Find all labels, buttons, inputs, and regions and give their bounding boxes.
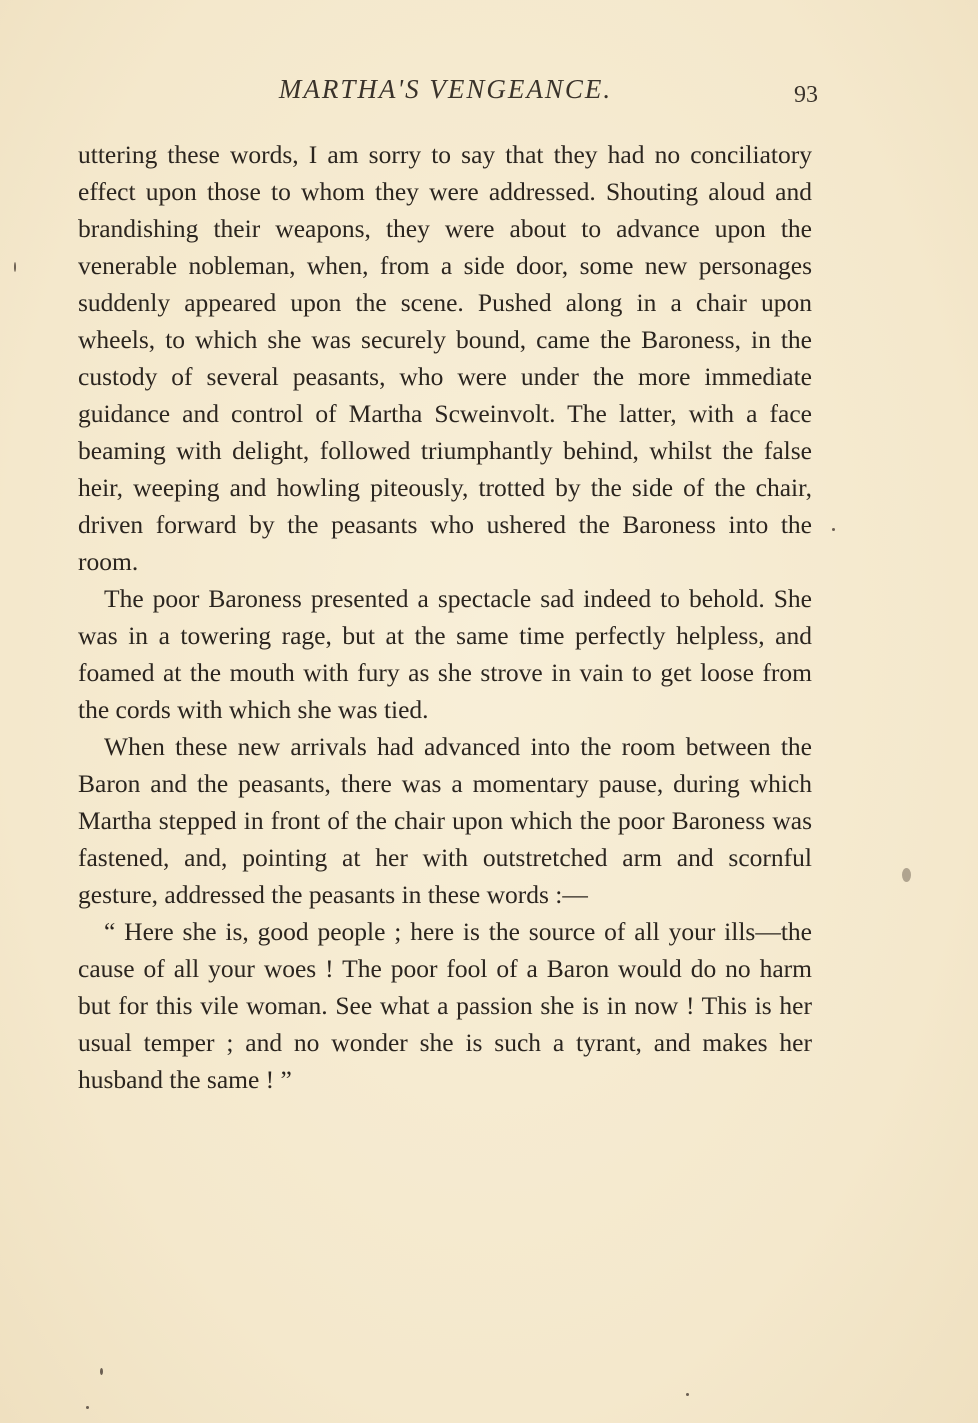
running-head bbox=[78, 74, 818, 114]
paragraph-baroness-spectacle: The poor Baroness presented a spectacle sad indeed to behold. She was in a towering rage, but at the same time perfectly helpless, and foamed at the mouth with fury as she strove in vain to get loose from the cords with which she was tied. bbox=[78, 584, 812, 724]
paragraph-martha-speech: “ Here she is, good people ; here is the source of all your ills—the cause of all your woes ! The poor fool of a Baron would do no harm but for this vile woman. See what a passion she is in now ! This is her usual temper ; and no wonder she is such a tyrant, and makes her husband the same ! ” bbox=[78, 917, 812, 1094]
paragraph-new-arrivals: When these new arrivals had advanced into the room between the Baron and the peasants, there was a momentary pause, during which Martha stepped in front of the chair upon which the poor Baroness was fastened, and, pointing at her with outstretched arm and scornful gesture, addressed the peasants in these words :— bbox=[78, 732, 812, 909]
page-number: 93 bbox=[794, 82, 818, 108]
ink-speck bbox=[86, 1406, 89, 1409]
ink-speck bbox=[100, 1368, 103, 1375]
body-text bbox=[78, 136, 812, 1098]
running-title: MARTHA'S VENGEANCE. bbox=[278, 74, 613, 104]
ink-speck bbox=[832, 528, 835, 531]
ink-speck bbox=[686, 1393, 689, 1396]
ink-speck bbox=[902, 868, 911, 882]
paragraph-continuation: uttering these words, I am sorry to say that they had no conciliatory effect upon those to whom they were addressed. Shouting aloud and brandishing their weapons, they were about to advance upon the venerable nobleman, when, from a side door, some new personages suddenly appeared upon the scene. Pushed along in a chair upon wheels, to which she was securely bound, came the Baroness, in the custody of several peasants, who were under the more immediate guidance and control of Martha Scweinvolt. The latter, with a face beaming with delight, followed triumphantly behind, whilst the false heir, weeping and howling piteously, trotted by the side of the chair, driven forward by the peasants who ushered the Baroness into the room. bbox=[78, 140, 812, 576]
ink-speck bbox=[14, 262, 16, 272]
